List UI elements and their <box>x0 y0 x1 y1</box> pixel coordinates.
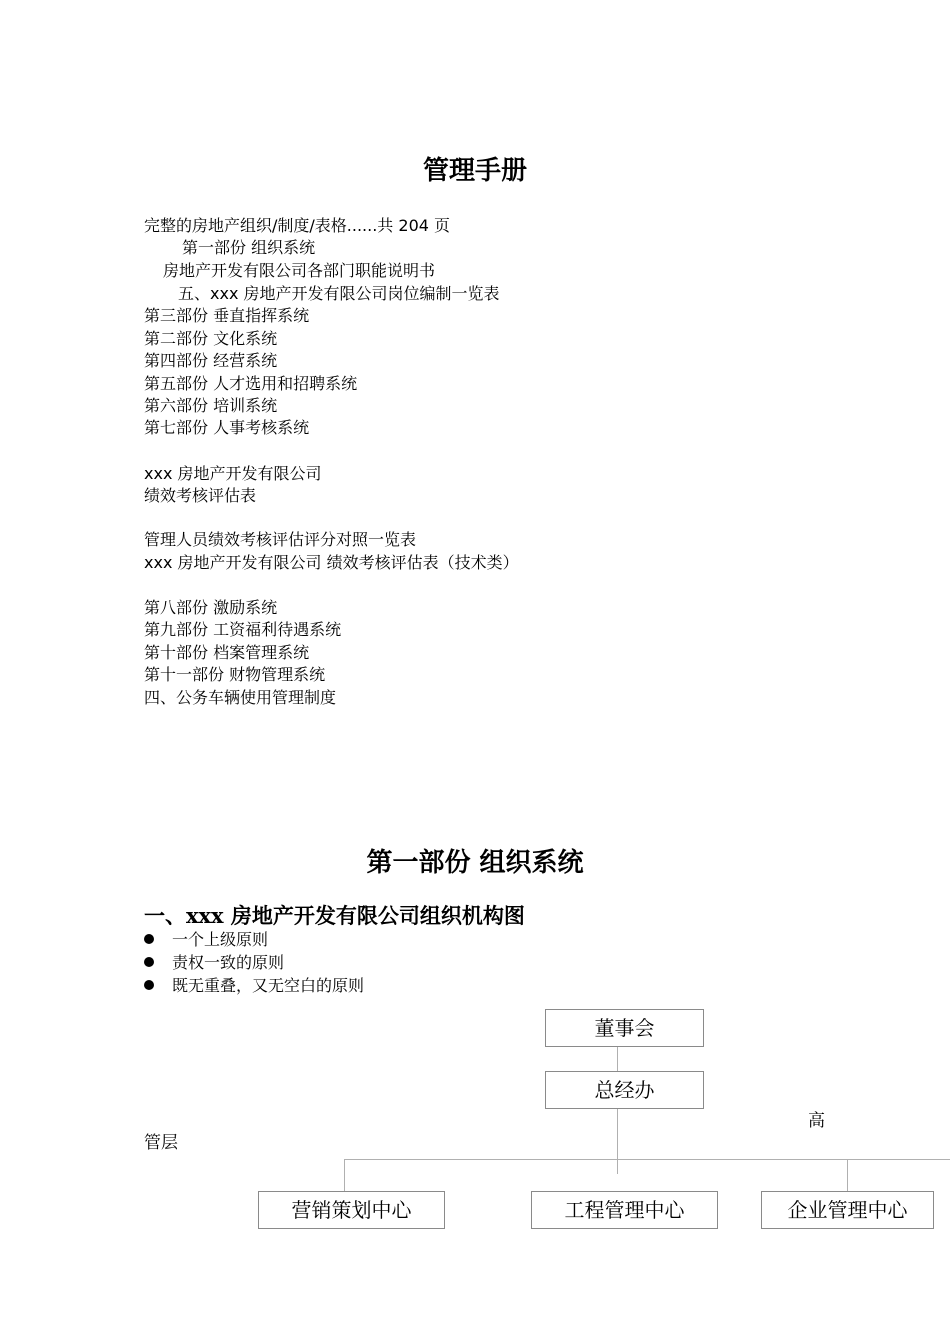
bullet-icon <box>144 980 154 990</box>
toc-item: 第九部份 工资福利待遇系统 <box>144 620 342 639</box>
toc-item: 房地产开发有限公司各部门职能说明书 <box>163 261 436 280</box>
section-title: 第一部份 组织系统 <box>366 848 584 878</box>
list-item-text: 责权一致的原则 <box>172 953 285 972</box>
list-item <box>144 975 364 997</box>
section-subtitle: 一、xxx 房地产开发有限公司组织机构图 <box>144 903 525 928</box>
org-node-board: 董事会 <box>545 1009 704 1047</box>
list-item <box>144 952 284 974</box>
org-node-engineering: 工程管理中心 <box>531 1191 718 1229</box>
toc-item: 第六部份 培训系统 <box>144 396 278 415</box>
toc-item: 四、公务车辆使用管理制度 <box>144 688 337 707</box>
level-label-right: 高 <box>808 1111 825 1131</box>
list-item-text: 一个上级原则 <box>172 930 269 949</box>
toc-item: 第八部份 激励系统 <box>144 598 278 617</box>
toc-item: xxx 房地产开发有限公司 <box>144 464 322 483</box>
org-node-gm-office: 总经办 <box>545 1071 704 1109</box>
bullet-icon <box>144 957 154 967</box>
org-node-marketing: 营销策划中心 <box>258 1191 445 1229</box>
toc-item: 五、xxx 房地产开发有限公司岗位编制一览表 <box>178 284 500 303</box>
toc-item: xxx 房地产开发有限公司 绩效考核评估表（技术类） <box>144 553 519 572</box>
list-item-text: 既无重叠，又无空白的原则 <box>172 976 365 995</box>
connector-line <box>617 1108 618 1174</box>
toc-item: 第一部份 组织系统 <box>182 238 316 257</box>
connector-line <box>344 1159 345 1191</box>
list-item <box>144 929 268 951</box>
level-label-left: 管层 <box>144 1133 178 1153</box>
toc-item: 第五部份 人才选用和招聘系统 <box>144 374 358 393</box>
connector-line <box>344 1159 950 1160</box>
toc-item: 绩效考核评估表 <box>144 486 257 505</box>
toc-item: 第二部份 文化系统 <box>144 329 278 348</box>
document-title: 管理手册 <box>422 156 527 186</box>
toc-item: 第七部份 人事考核系统 <box>144 418 310 437</box>
toc-item: 管理人员绩效考核评估评分对照一览表 <box>144 530 417 549</box>
toc-item: 第十部份 档案管理系统 <box>144 643 310 662</box>
toc-item: 完整的房地产组织/制度/表格......共 204 页 <box>144 216 451 235</box>
toc-item: 第十一部份 财物管理系统 <box>144 665 326 684</box>
org-node-enterprise-mgmt: 企业管理中心 <box>761 1191 934 1229</box>
connector-line <box>847 1159 848 1191</box>
toc-item: 第三部份 垂直指挥系统 <box>144 306 310 325</box>
toc-item: 第四部份 经营系统 <box>144 351 278 370</box>
bullet-icon <box>144 934 154 944</box>
connector-line <box>617 1046 618 1071</box>
